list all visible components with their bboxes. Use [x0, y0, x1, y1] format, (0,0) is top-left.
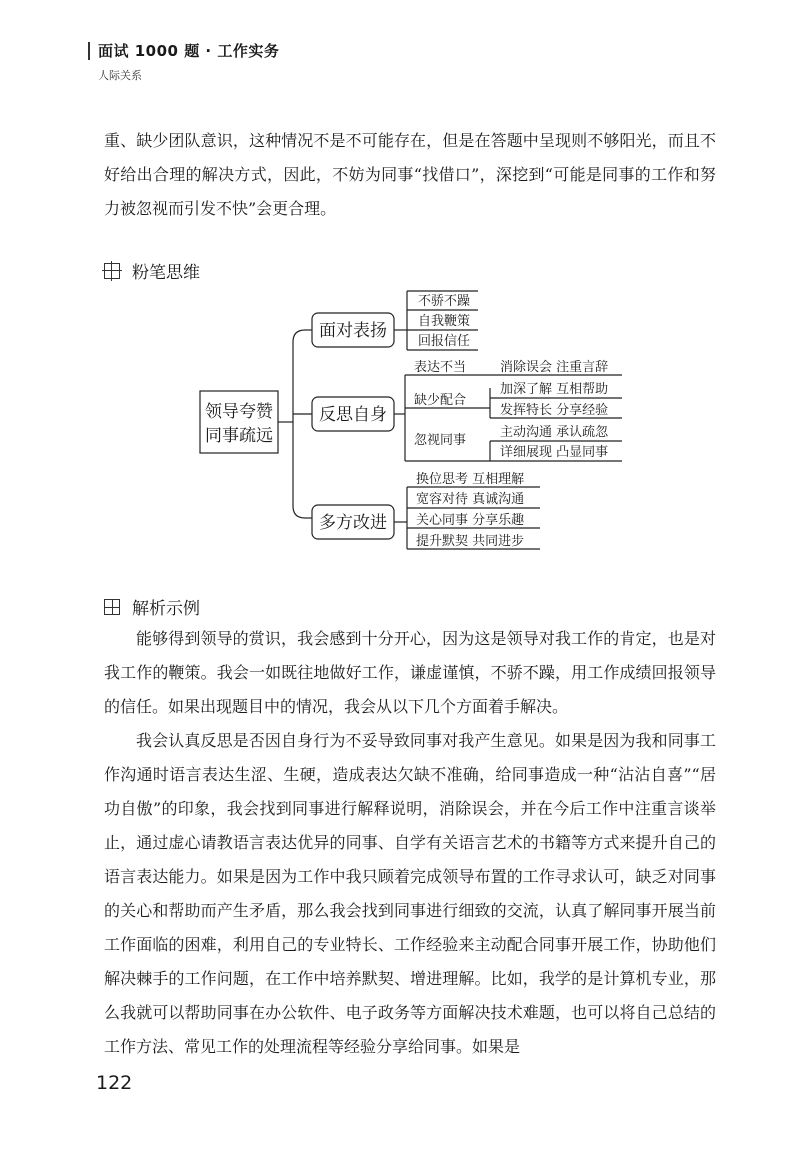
paragraph-2: 我会认真反思是否因自身行为不妥导致同事对我产生意见。如果是因为我和同事工作沟通时语言表达生涩、生硬，造成表达欠缺不准确，给同事造成一种“沾沾自喜”“居功自傲”的印象，我会找到同事进行解释说明，消除误会，并在今后工作中注重言谈举止，通过虚心请教语言表达优异的同事、自学有关语言艺术的书籍等方式来提升自己的语言表达能力。如果是因为工作中我只顾着完成领导布置的工作寻求认可，缺乏对同事的关心和帮助而产生矛盾，那么我会找到同事进行细致的交流，认真了解同事开展当前工作面临的困难，利用自己的专业特长、工作经验来主动配合同事开展工作，协助他们解决棘手的工作问题，在工作中培养默契、增进理解。比如，我学的是计算机专业，那么我就可以帮助同事在办公软件、电子政务等方面解决技术难题，也可以将自己总结的工作方法、常见工作的处理流程等经验分享给同事。如果是 — [104, 731, 716, 1056]
page-number: 122 — [96, 1072, 133, 1094]
leaf-text: 不骄不躁 — [418, 294, 471, 309]
leaf-text: 提升默契 共同进步 — [416, 534, 525, 549]
leaf-text: 消除误会 注重言辞 — [500, 360, 609, 375]
sub-label: 表达不当 — [414, 360, 467, 375]
leaf-text: 宽容对待 真诚沟通 — [416, 492, 525, 507]
leaf-text: 换位思考 互相理解 — [416, 472, 525, 487]
mindmap-heading-text: 粉笔思维 — [132, 263, 200, 283]
analysis-heading — [104, 594, 200, 619]
leaf-text: 详细展现 凸显同事 — [500, 445, 609, 460]
chapter-subtitle: 人际关系 — [98, 69, 142, 82]
branch-label-2: 反思自身 — [319, 405, 387, 425]
book-title: 面试 1000 题 · 工作实务 — [98, 42, 280, 60]
intro-paragraph: 重、缺少团队意识，这种情况不是不可能存在，但是在答题中呈现则不够阳光，而且不好给出合理的解决方式，因此，不妨为同事“找借口”，深挖到“可能是同事的工作和努力被忽视而引发不快”会更合理。 — [104, 131, 716, 218]
sub-label: 缺少配合 — [414, 393, 467, 408]
leaf-text: 回报信任 — [418, 334, 471, 349]
branch-label-3: 多方改进 — [319, 513, 387, 533]
leaf-text: 主动沟通 承认疏忽 — [500, 425, 609, 440]
paragraph-1: 能够得到领导的赏识，我会感到十分开心，因为这是领导对我工作的肯定，也是对我工作的鞭策。我会一如既往地做好工作，谦虚谨慎，不骄不躁，用工作成绩回报领导的信任。如果出现题目中的情况，我会从以下几个方面着手解决。 — [104, 629, 716, 716]
leaf-text: 加深了解 互相帮助 — [500, 382, 609, 397]
grid-icon — [104, 599, 120, 615]
root-text-line-2: 同事疏远 — [205, 426, 273, 446]
leaf-text: 发挥特长 分享经验 — [500, 403, 609, 418]
root-text-line-1: 领导夸赞 — [205, 402, 273, 422]
branch-label-1: 面对表扬 — [319, 321, 387, 341]
leaf-text: 自我鞭策 — [418, 314, 471, 329]
analysis-heading-text: 解析示例 — [132, 599, 200, 619]
leaf-text: 关心同事 分享乐趣 — [416, 513, 525, 528]
sub-label: 忽视同事 — [414, 433, 467, 448]
